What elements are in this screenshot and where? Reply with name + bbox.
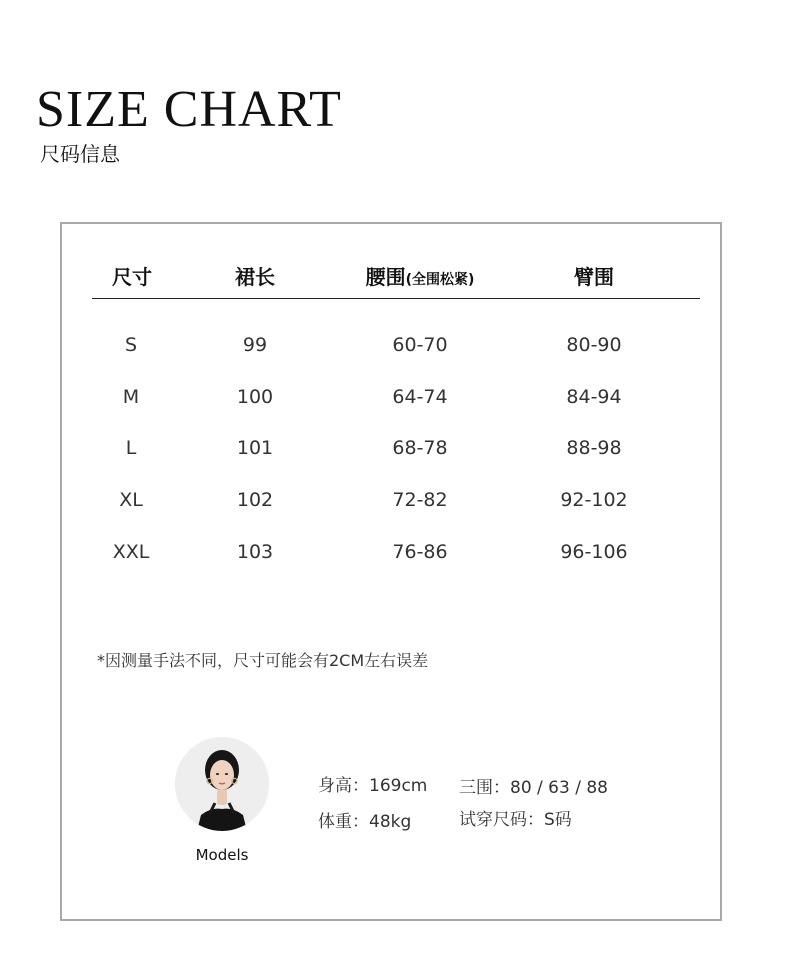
column-header-label: 尺寸 (112, 265, 152, 289)
cell-size: L (125, 437, 137, 459)
cell-waist: 64-74 (392, 386, 448, 408)
column-header-arm (574, 263, 614, 291)
cell-size: M (122, 386, 140, 408)
model-trial-size: 试穿尺码：S码 (459, 810, 572, 830)
cell-skirt-length: 100 (236, 386, 274, 408)
cell-skirt-length: 101 (236, 437, 274, 459)
cell-arm: 92-102 (560, 489, 628, 511)
cell-skirt-length: 103 (236, 541, 274, 563)
cell-size: XL (119, 489, 143, 511)
page-subtitle: 尺码信息 (40, 142, 120, 166)
column-header-note: (全围松紧) (405, 272, 475, 288)
cell-skirt-length: 102 (236, 489, 274, 511)
column-header-label: 裙长 (235, 265, 275, 289)
page-title: SIZE CHART (36, 81, 342, 138)
cell-skirt-length: 99 (242, 334, 268, 356)
column-header-skirt-length (235, 263, 275, 291)
cell-arm: 84-94 (566, 386, 622, 408)
cell-arm: 80-90 (566, 334, 622, 356)
cell-waist: 68-78 (392, 437, 448, 459)
column-header-label: 腰围 (365, 265, 406, 289)
model-weight: 体重：48kg (318, 812, 412, 832)
cell-size: XXL (112, 541, 150, 563)
cell-waist: 76-86 (392, 541, 448, 563)
cell-arm: 96-106 (560, 541, 628, 563)
column-header-waist (366, 263, 475, 294)
model-label: Models (195, 846, 249, 864)
model-height: 身高：169cm (318, 776, 428, 796)
cell-size: S (124, 334, 138, 356)
header-divider (92, 298, 700, 299)
column-header-size (112, 263, 152, 291)
model-measurements: 三围：80 / 63 / 88 (459, 778, 608, 798)
measurement-note: *因测量手法不同，尺寸可能会有2CM左右误差 (97, 651, 429, 670)
cell-waist: 60-70 (392, 334, 448, 356)
cell-arm: 88-98 (566, 437, 622, 459)
column-header-label: 臂围 (574, 265, 614, 289)
model-avatar (175, 737, 269, 831)
model-portrait-icon (175, 737, 269, 831)
cell-waist: 72-82 (392, 489, 448, 511)
